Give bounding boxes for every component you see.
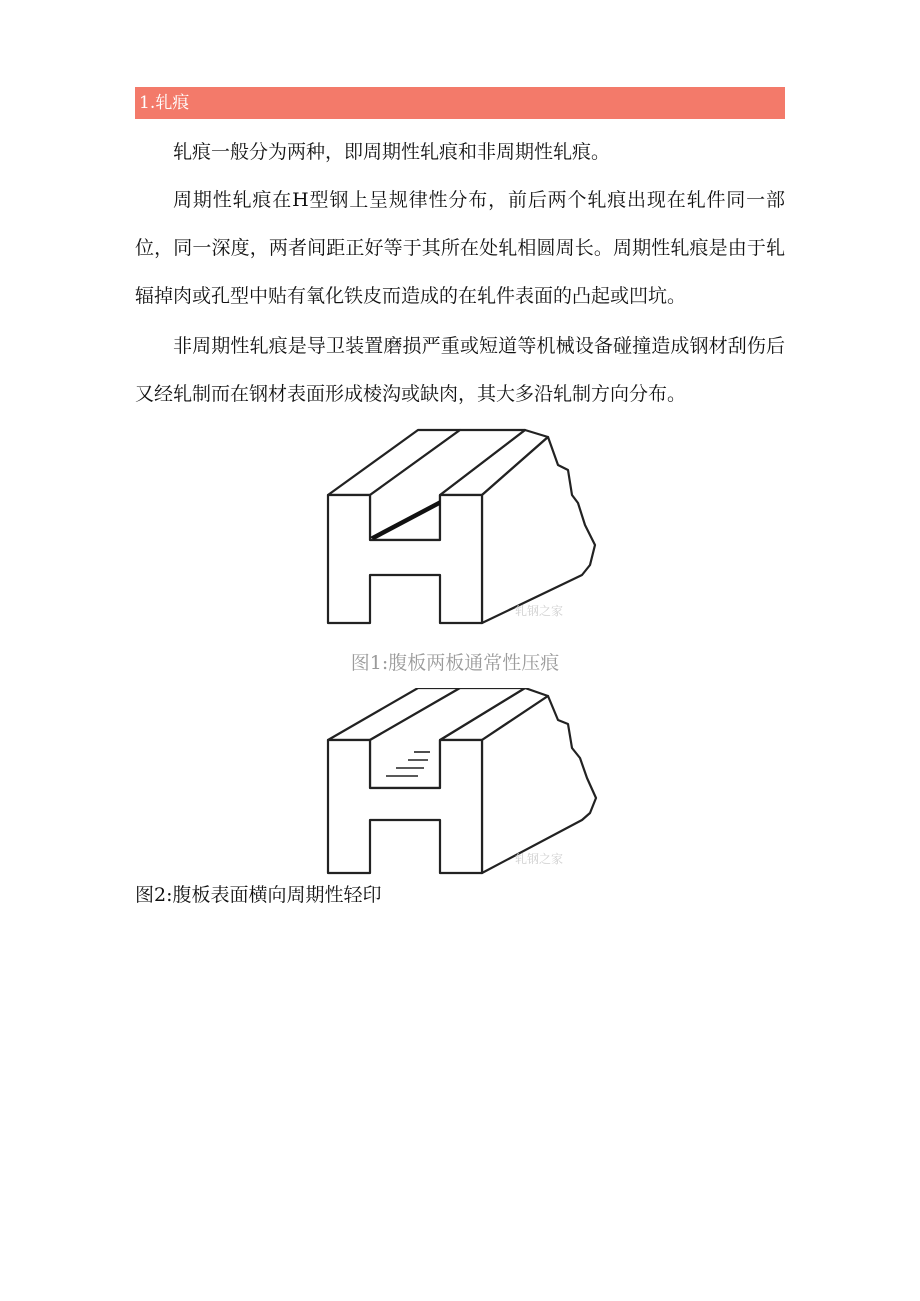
h-beam-figure-1 [300, 425, 610, 635]
watermark-text-2: 轧钢之家 [515, 852, 564, 866]
section-heading: 1.轧痕 [135, 87, 785, 119]
paragraph-intro: 轧痕一般分为两种，即周期性轧痕和非周期性轧痕。 [173, 141, 611, 163]
h-beam-figure-2 [300, 688, 610, 880]
figure-2-caption: 图2:腹板表面横向周期性轻印 [135, 884, 382, 906]
figure-1-caption: 图1:腹板两板通常性压痕 [350, 652, 560, 674]
paragraph-periodic: 周期性轧痕在H型钢上呈规律性分布，前后两个轧痕出现在轧件同一部位，同一深度，两者间距正好等于其所在处轧相圆周长。周期性轧痕是由于轧辐掉肉或孔型中贴有氧化铁皮而造成的在轧件表面的凸起或凹坑。 [135, 189, 785, 307]
watermark-text: 轧钢之家 [515, 604, 564, 618]
paragraph-nonperiodic: 非周期性轧痕是导卫装置磨损严重或短道等机械设备碰撞造成钢材刮伤后又经轧制而在钢材表面形成棱沟或缺肉，其大多沿轧制方向分布。 [135, 335, 785, 405]
